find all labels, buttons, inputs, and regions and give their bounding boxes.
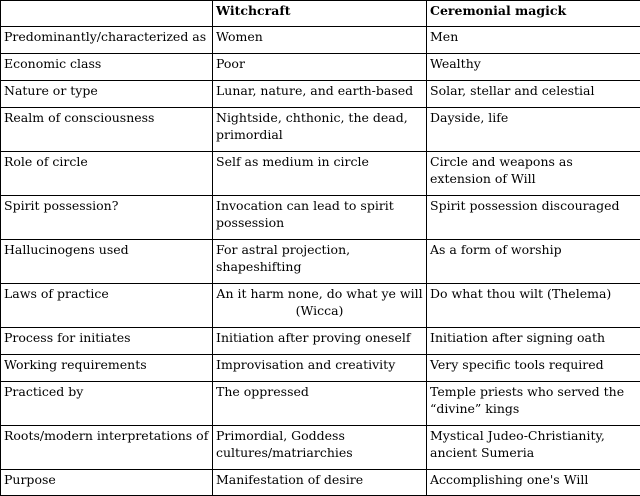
witchcraft-cell: An it harm none, do what ye will (Wicca)	[213, 284, 427, 328]
ceremonial-cell: Men	[427, 27, 640, 54]
table-row	[1, 81, 640, 108]
row-label: Economic class	[1, 54, 213, 81]
ceremonial-cell: Solar, stellar and celestial	[427, 81, 640, 108]
witchcraft-cell: Lunar, nature, and earth-based	[213, 81, 427, 108]
row-label: Working requirements	[1, 355, 213, 382]
table-row	[1, 470, 640, 496]
ceremonial-cell: Dayside, life	[427, 108, 640, 152]
table-row	[1, 328, 640, 355]
ceremonial-cell: Very specific tools required	[427, 355, 640, 382]
header-empty	[1, 1, 213, 27]
row-label: Process for initiates	[1, 328, 213, 355]
table-row	[1, 426, 640, 470]
ceremonial-cell: Mystical Judeo-Christianity, ancient Sumeria	[427, 426, 640, 470]
row-label: Nature or type	[1, 81, 213, 108]
header-witchcraft: Witchcraft	[213, 1, 427, 27]
ceremonial-cell: Accomplishing one's Will	[427, 470, 640, 496]
ceremonial-cell: Do what thou wilt (Thelema)	[427, 284, 640, 328]
row-label: Laws of practice	[1, 284, 213, 328]
witchcraft-cell: Women	[213, 27, 427, 54]
header-row	[1, 1, 640, 27]
witchcraft-cell: Initiation after proving oneself	[213, 328, 427, 355]
table-row	[1, 54, 640, 81]
table-row	[1, 196, 640, 240]
ceremonial-cell: Spirit possession discouraged	[427, 196, 640, 240]
table-row	[1, 152, 640, 196]
row-label: Predominantly/characterized as	[1, 27, 213, 54]
witchcraft-cell: Invocation can lead to spirit possession	[213, 196, 427, 240]
table-row	[1, 240, 640, 284]
witchcraft-cell: Improvisation and creativity	[213, 355, 427, 382]
ceremonial-cell: Temple priests who served the “divine” kings	[427, 382, 640, 426]
row-label: Spirit possession?	[1, 196, 213, 240]
row-label: Purpose	[1, 470, 213, 496]
table-row	[1, 108, 640, 152]
ceremonial-cell: As a form of worship	[427, 240, 640, 284]
table-row	[1, 27, 640, 54]
witchcraft-cell: Primordial, Goddess cultures/matriarchies	[213, 426, 427, 470]
witchcraft-cell: Poor	[213, 54, 427, 81]
table-row	[1, 284, 640, 328]
witchcraft-cell: Manifestation of desire	[213, 470, 427, 496]
ceremonial-cell: Circle and weapons as extension of Will	[427, 152, 640, 196]
row-label: Hallucinogens used	[1, 240, 213, 284]
header-ceremonial-magick: Ceremonial magick	[427, 1, 640, 27]
ceremonial-cell: Initiation after signing oath	[427, 328, 640, 355]
witchcraft-cell: Nightside, chthonic, the dead, primordial	[213, 108, 427, 152]
witchcraft-cell: For astral projection, shapeshifting	[213, 240, 427, 284]
ceremonial-cell: Wealthy	[427, 54, 640, 81]
witchcraft-cell: The oppressed	[213, 382, 427, 426]
table-row	[1, 382, 640, 426]
witchcraft-cell: Self as medium in circle	[213, 152, 427, 196]
row-label: Practiced by	[1, 382, 213, 426]
row-label: Roots/modern interpretations of	[1, 426, 213, 470]
row-label: Realm of consciousness	[1, 108, 213, 152]
row-label: Role of circle	[1, 152, 213, 196]
table-row	[1, 355, 640, 382]
